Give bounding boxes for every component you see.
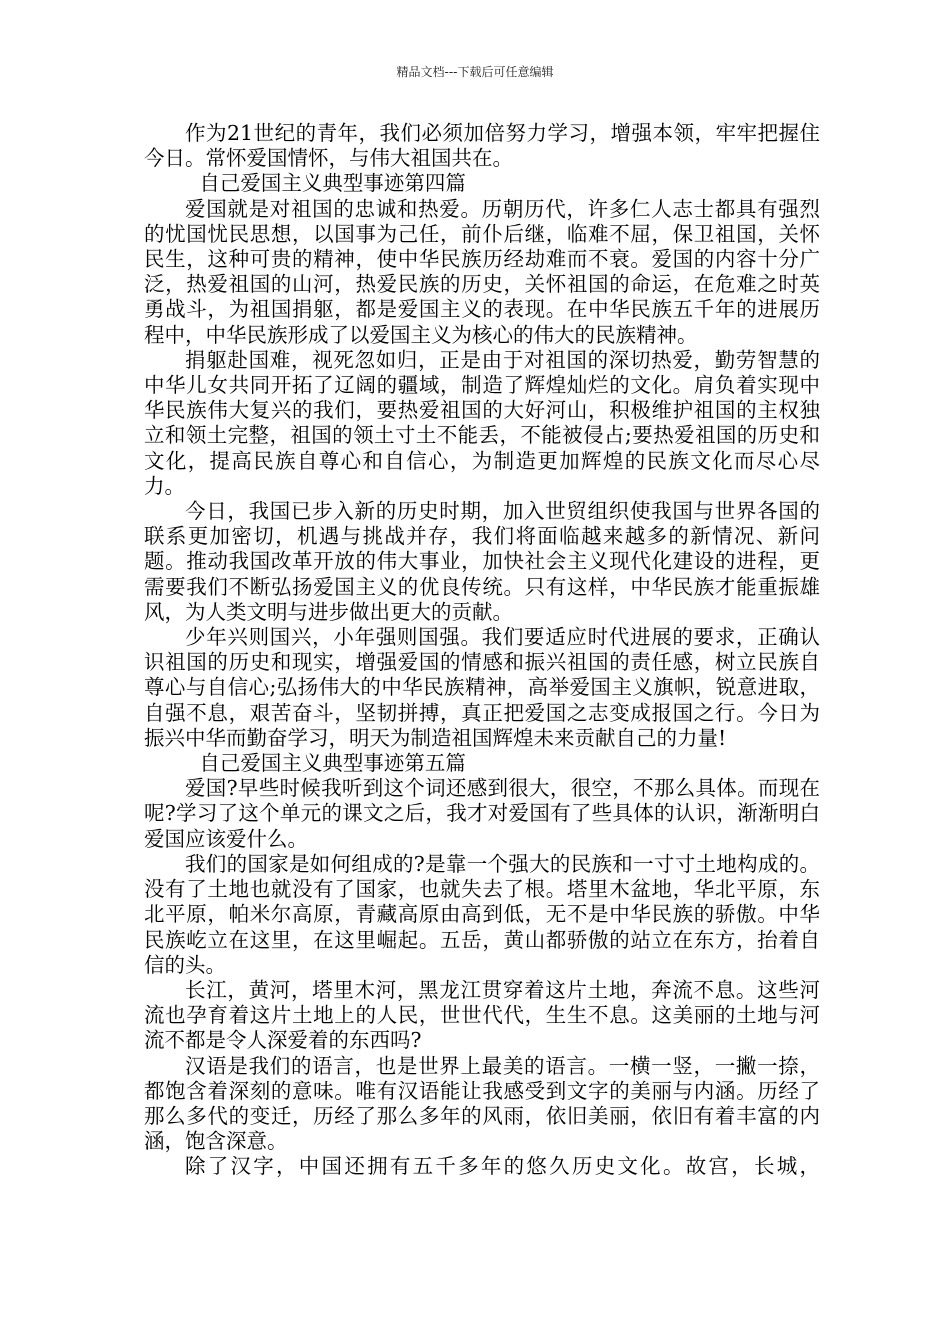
- paragraph: 除了汉字，中国还拥有五千多年的悠久历史文化。故宫，长城，: [185, 1154, 820, 1179]
- paragraph: 爱国就是对祖国的忠诚和热爱。历朝历代，许多仁人志士都具有强烈的忧国忧民思想，以国事为己任，前仆后继，临难不屈，保卫祖国，关怀民生，这种可贵的精神，使中华民族历经劫难而不衰。爱国的内容十分广泛，热爱祖国的山河，热爱民族的历史，关怀祖国的命运，在危难之时英勇战斗，为祖国捐躯，都是爱国主义的表现。在中华民族五千年的进展历程中，中华民族形成了以爱国主义为核心的伟大的民族精神。: [144, 196, 820, 347]
- document-body: [144, 121, 820, 1180]
- section-heading: 自己爱国主义典型事迹第五篇: [199, 751, 466, 776]
- paragraph: 少年兴则国兴，小年强则国强。我们要适应时代进展的要求，正确认识祖国的历史和现实，增强爱国的情感和振兴祖国的责任感，树立民族自尊心与自信心;弘扬伟大的中华民族精神，高举爱国主义旗帜，锐意进取，自强不息，艰苦奋斗，坚韧拼搏，真正把爱国之志变成报国之行。今日为振兴中华而勤奋学习，明天为制造祖国辉煌未来贡献自己的力量!: [144, 625, 820, 750]
- paragraph: 捐躯赴国难，视死忽如归，正是由于对祖国的深切热爱，勤劳智慧的中华儿女共同开拓了辽阔的疆域，制造了辉煌灿烂的文化。肩负着实现中华民族伟大复兴的我们，要热爱祖国的大好河山，积极维护祖国的主权独立和领土完整，祖国的领土寸土不能丢，不能被侵占;要热爱祖国的历史和文化，提高民族自尊心和自信心，为制造更加辉煌的民族文化而尽心尽力。: [144, 347, 820, 498]
- page-header: 精品文档---下载后可任意编辑: [396, 65, 554, 79]
- paragraph: 爱国?早些时候我听到这个词还感到很大，很空，不那么具体。而现在呢?学习了这个单元的课文之后，我才对爱国有了些具体的认识，渐渐明白爱国应该爱什么。: [144, 776, 820, 851]
- paragraph: 作为21世纪的青年，我们必须加倍努力学习，增强本领，牢牢把握住今日。常怀爱国情怀，与伟大祖国共在。: [144, 121, 820, 171]
- paragraph: 我们的国家是如何组成的?是靠一个强大的民族和一寸寸土地构成的。没有了土地也就没有了国家，也就失去了根。塔里木盆地，华北平原，东北平原，帕米尔高原，青藏高原由高到低，无不是中华民族的骄傲。中华民族屹立在这里，在这里崛起。五岳，黄山都骄傲的站立在东方，抬着自信的头。: [144, 851, 820, 977]
- paragraph: 汉语是我们的语言，也是世界上最美的语言。一横一竖，一撇一捺，都饱含着深刻的意味。唯有汉语能让我感受到文字的美丽与内涵。历经了那么多代的变迁，历经了那么多年的风雨，依旧美丽，依旧有着丰富的内涵，饱含深意。: [144, 1053, 820, 1154]
- section-heading: 自己爱国主义典型事迹第四篇: [199, 171, 466, 196]
- paragraph: 长江，黄河，塔里木河，黑龙江贯穿着这片土地，奔流不息。这些河流也孕育着这片土地上的人民，世世代代，生生不息。这美丽的土地与河流不都是令人深爱着的东西吗?: [144, 977, 820, 1053]
- paragraph: 今日，我国已步入新的历史时期，加入世贸组织使我国与世界各国的联系更加密切，机遇与挑战并存，我们将面临越来越多的新情况、新问题。推动我国改革开放的伟大事业，加快社会主义现代化建设的进程，更需要我们不断弘扬爱国主义的优良传统。只有这样，中华民族才能重振雄风，为人类文明与进步做出更大的贡献。: [144, 499, 820, 624]
